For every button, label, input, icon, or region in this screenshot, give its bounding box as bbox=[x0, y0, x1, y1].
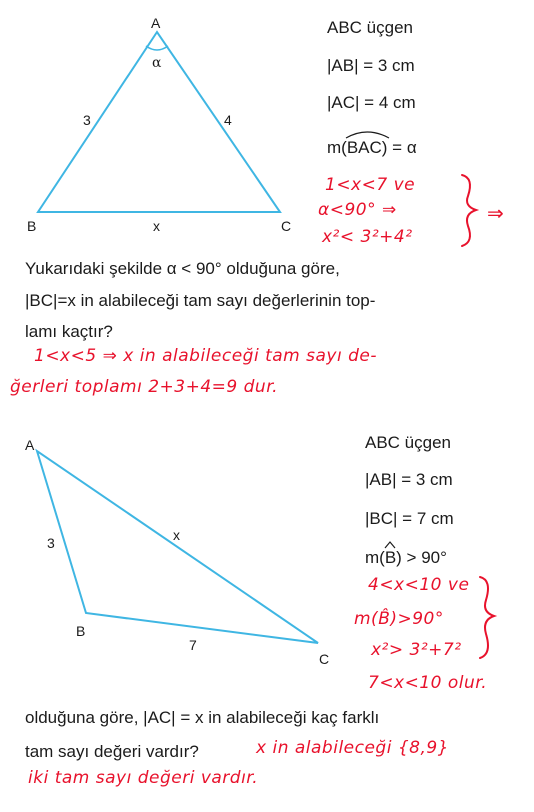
vertex-c-label-2: C bbox=[319, 651, 330, 667]
vertex-b-label-2: B bbox=[76, 623, 86, 639]
hand-note-1-3: x²< 3²+4² bbox=[322, 227, 413, 247]
question-2-line1: olduğuna göre, |AC| = x in alabileceği kaç farklı bbox=[25, 708, 380, 727]
given-2-line4: m( B) > 90° bbox=[365, 547, 447, 569]
hand-note-2-2: m(B̂)>90° bbox=[354, 609, 444, 629]
side-ac-label-2: x bbox=[173, 527, 180, 543]
given-1-line2: |AB| = 3 cm bbox=[327, 56, 415, 75]
given-2-line2: |AB| = 3 cm bbox=[365, 470, 453, 489]
side-ac-label: 4 bbox=[224, 112, 232, 128]
arc-bac: BAC bbox=[347, 137, 382, 159]
hand-note-1-2: α<90° ⇒ bbox=[318, 200, 397, 220]
hand-answer-2-line1: x in alabileceği {8,9} bbox=[256, 738, 450, 758]
given-1-line1: ABC üçgen bbox=[327, 18, 413, 37]
vertex-b-label: B bbox=[27, 218, 37, 234]
given-1-line4: m( BAC) = α bbox=[327, 137, 417, 159]
side-bc-label: x bbox=[153, 218, 160, 234]
hand-answer-2-line2: iki tam sayı değeri vardır. bbox=[28, 768, 259, 788]
given-1-line3: |AC| = 4 cm bbox=[327, 93, 416, 112]
hand-note-2-4: 7<x<10 olur. bbox=[368, 673, 488, 693]
given-2-line3: |BC| = 7 cm bbox=[365, 509, 454, 528]
given-2-line1: ABC üçgen bbox=[365, 433, 451, 452]
vertex-c-label: C bbox=[281, 218, 292, 234]
hand-arrow-1: ⇒ bbox=[487, 201, 505, 225]
hand-note-2-1: 4<x<10 ve bbox=[368, 575, 470, 595]
vertex-a-label: A bbox=[151, 15, 161, 31]
hand-note-1-1: 1<x<7 ve bbox=[325, 175, 416, 195]
vertex-a-label-2: A bbox=[25, 437, 35, 453]
question-1-line3: lamı kaçtır? bbox=[25, 322, 113, 341]
hat-b: B bbox=[385, 547, 396, 569]
side-bc-label-2: 7 bbox=[189, 637, 197, 653]
side-ab-label-2: 3 bbox=[47, 535, 55, 551]
angle-alpha-label: α bbox=[152, 55, 162, 71]
question-2-line2: tam sayı değeri vardır? bbox=[25, 742, 199, 761]
side-ab-label: 3 bbox=[83, 112, 91, 128]
hand-answer-1-line1: 1<x<5 ⇒ x in alabileceği tam sayı de- bbox=[34, 346, 377, 366]
hand-answer-1-line2: ğerleri toplamı 2+3+4=9 dur. bbox=[10, 377, 279, 397]
question-1-line1: Yukarıdaki şekilde α < 90° olduğuna göre, bbox=[25, 259, 340, 278]
hand-note-2-3: x²> 3²+7² bbox=[371, 640, 462, 660]
question-1-line2: |BC|=x in alabileceği tam sayı değerlerinin top- bbox=[25, 291, 376, 310]
